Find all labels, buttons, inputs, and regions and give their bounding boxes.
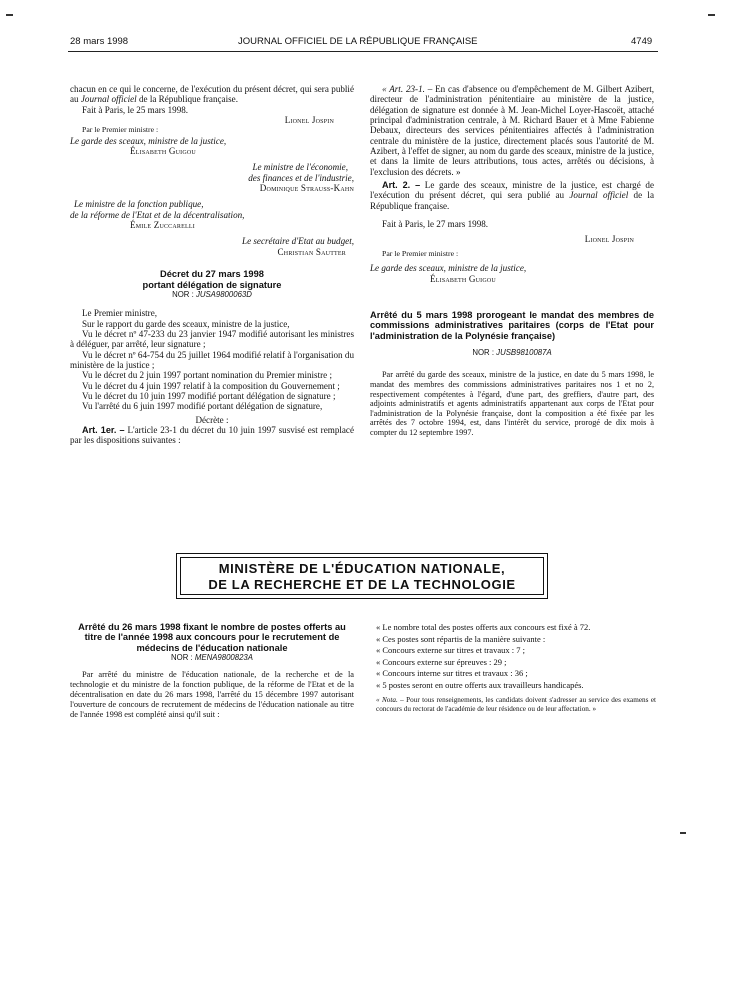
decret-title-1: Décret du 27 mars 1998 — [160, 269, 264, 280]
header-rule — [68, 51, 658, 52]
ministry-box — [176, 553, 548, 599]
lower-left-column — [70, 622, 354, 720]
decret-paragraph: Vu l'arrêté du 6 juin 1997 modifié portant délégation de signature, — [82, 401, 323, 412]
signature-pm: Lionel Jospin — [284, 115, 334, 126]
article-23-1: « Art. 23-1. – En cas d'absence ou d'empêchement de M. Gilbert Azibert, directeur de l'administration pénitentiaire au ministère de la justice, délégation de signature est donnée à M. Jean-Michel Loyer-Hascoët, attaché principal d'administration centrale, à M. Richard Bauer et à Mme Fabienne Debaux, directeurs des services pénitentiaires affectés à l'administration centrale du ministère de la justice, directement placés sous l'autorité de M. Azibert, à l'effet de signer, au nom du garde des sceaux, ministre de la justice, et dans la limite de leurs attributions, tous actes, arrêtés ou décisions, à l'exclusion des décrets. » — [370, 84, 654, 177]
decret-paragraph: Sur le rapport du garde des sceaux, ministre de la justice, — [82, 318, 290, 329]
decret-paragraph: Vu le décret du 10 juin 1997 modifié portant délégation de signature ; — [82, 391, 336, 402]
list-item: « Ces postes sont répartis de la manière suivante : — [376, 633, 546, 644]
eco-name: Dominique Strauss-Kahn — [259, 183, 354, 194]
par-premier-ministre: Par le Premier ministre : — [82, 125, 159, 135]
decret-paragraph: Vu le décret nº 47-233 du 23 janvier 1947 modifié autorisant les ministres à déléguer, par arrêté, leur signature ; — [70, 329, 354, 350]
nota: « Nota. – Pour tous renseignements, les candidats doivent s'adresser au service des examens et concours du rectorat de l'académie de leur résidence ou de leur affectation. » — [376, 696, 657, 713]
signature-pm-2: Lionel Jospin — [584, 234, 634, 245]
arrete2-body: Par arrêté du ministre de l'éducation nationale, de la recherche et de la technologie et du ministre de la fonction publique, de la réforme de l'Etat et de la décentralisation en date du 26 mars 1998, l'arrêté du 15 décembre 1997 autorisant l'ouverture de concours de recrutement de médecins de l'éducation nationale au titre de l'année 1998 est complété ainsi qu'il suit : — [70, 669, 354, 719]
decret-paragraph: Vu le décret du 2 juin 1997 portant nomination du Premier ministre ; — [82, 370, 332, 381]
closing-paragraph: chacun en ce qui le concerne, de l'exécution du présent décret, qui sera publié au Journal officiel de la République française. — [70, 84, 354, 105]
decret-paragraph: Le Premier ministre, — [82, 308, 158, 319]
arrete1-nor: NOR : JUSB9810087A — [472, 348, 552, 358]
fp-name: Émile Zuccarelli — [130, 220, 195, 231]
right-column — [370, 84, 654, 438]
list-item: « Concours externe sur épreuves : 29 ; — [376, 656, 507, 667]
decret-paragraph: Vu le décret nº 64-754 du 25 juillet 1964 modifié relatif à l'organisation du ministère de la justice ; — [70, 349, 354, 371]
lower-right-column — [376, 622, 656, 714]
scan-mark — [6, 14, 13, 16]
fait-a-paris-2: Fait à Paris, le 27 mars 1998. — [382, 219, 489, 230]
par-premier-ministre-2: Par le Premier ministre : — [382, 248, 459, 258]
header-journal-title: JOURNAL OFFICIEL DE LA RÉPUBLIQUE FRANÇAISE — [238, 36, 478, 47]
list-item: « Le nombre total des postes offerts aux concours est fixé à 72. — [376, 622, 591, 632]
list-item: « Concours interne sur titres et travaux : 36 ; — [376, 668, 528, 678]
header-date: 28 mars 1998 — [70, 36, 129, 47]
list-item: « Concours externe sur titres et travaux : 7 ; — [376, 645, 525, 655]
ministry-box-inner — [180, 557, 544, 595]
garde-name-2: Élisabeth Guigou — [430, 273, 496, 284]
arrete2-nor: NOR : MENA9800823A — [171, 653, 253, 663]
decret-article-1: Art. 1er. – L'article 23-1 du décret du 10 juin 1997 susvisé est remplacé par les dispositions suivantes : — [70, 425, 354, 446]
decret-title-2: portant délégation de signature — [142, 279, 282, 290]
article-2: Art. 2. – Le garde des sceaux, ministre de la justice, est chargé de l'exécution du présent décret, qui sera publié au Journal officiel de la République française. — [370, 180, 654, 211]
budget-title: Le secrétaire d'Etat au budget, — [242, 236, 354, 247]
eco-title1: Le ministre de l'économie, — [252, 162, 348, 173]
scan-mark — [708, 14, 715, 16]
garde-name: Élisabeth Guigou — [130, 146, 196, 157]
arrete2-title: Arrêté du 26 mars 1998 fixant le nombre de postes offerts au titre de l'année 1998 aux concours pour le recrutement de médecins de l'éducation nationale — [78, 622, 346, 653]
fait-a-paris: Fait à Paris, le 25 mars 1998. — [82, 104, 189, 115]
fp-title1: Le ministre de la fonction publique, — [74, 199, 204, 210]
eco-title2: des finances et de l'industrie, — [248, 172, 354, 183]
ministry-line-1: MINISTÈRE DE L'ÉDUCATION NATIONALE, — [218, 561, 506, 576]
page-header — [0, 36, 731, 50]
decret-heading — [70, 269, 354, 300]
ministry-line-2: DE LA RECHERCHE ET DE LA TECHNOLOGIE — [208, 577, 516, 592]
arrete1-title: Arrêté du 5 mars 1998 prorogeant le mandat des membres de commissions administratives paritaires (corps de l'Etat pour l'administration de la Polynésie française) — [370, 309, 654, 341]
budget-name: Christian Sautter — [277, 246, 346, 257]
list-item: « 5 postes seront en outre offerts aux travailleurs handicapés. — [376, 679, 584, 690]
fp-title2: de la réforme de l'Etat et de la décentralisation, — [70, 209, 245, 220]
garde-title: Le garde des sceaux, ministre de la justice, — [70, 135, 227, 146]
decret-nor: NOR : JUSA9800063D — [172, 289, 252, 299]
header-page-number: 4749 — [631, 36, 653, 47]
decret-paragraph: Vu le décret du 4 juin 1997 relatif à la composition du Gouvernement ; — [82, 380, 340, 391]
arrete1-body: Par arrêté du garde des sceaux, ministre de la justice, en date du 5 mars 1998, le mandat des membres des commissions administratives paritaires nos 1 et no 2, respectivement compétentes à l'égard, d'une part, des greffiers, d'autre part, des adjoints administratifs et agents administratifs appartenant aux corps de l'Etat pour l'administration de la Polynésie française, dont la composition a été fixée par les arrêtés des 7 octobre 1994, est, dans l'intérêt du service, prorogé de dix mois à compter du 12 septembre 1997. — [370, 370, 654, 437]
left-column — [70, 84, 354, 446]
scan-mark — [680, 832, 686, 834]
decrete: Décrète : — [195, 414, 229, 425]
arrete1-heading — [370, 310, 654, 359]
garde-title-2: Le garde des sceaux, ministre de la justice, — [370, 263, 527, 274]
decret-body — [70, 308, 354, 445]
